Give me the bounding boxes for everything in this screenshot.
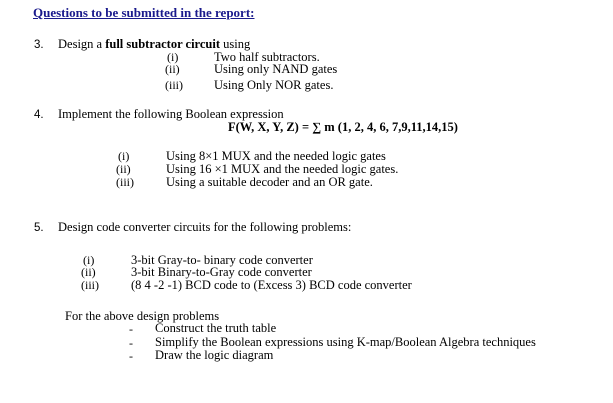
q3-item-2-text: Using only NAND gates: [214, 62, 338, 76]
q3-item-1-roman: (i): [167, 50, 179, 64]
q4-item-2-text: Using 16 ×1 MUX and the needed logic gates.: [166, 162, 399, 176]
q4-item-3-roman: (iii): [116, 175, 134, 189]
q5-steps-intro: For the above design problems: [65, 309, 220, 323]
q5-step-3-text: Draw the logic diagram: [155, 348, 274, 362]
q3-item-3-text: Using Only NOR gates.: [214, 78, 334, 92]
q5-item-3-text: (8 4 -2 -1) BCD code to (Excess 3) BCD code converter: [131, 278, 412, 292]
q5-number: 5.: [34, 222, 44, 234]
q4-item-1-text: Using 8×1 MUX and the needed logic gates: [166, 149, 386, 163]
q4-item-3-text: Using a suitable decoder and an OR gate.: [166, 175, 373, 189]
q5-item-1-text: 3-bit Gray-to- binary code converter: [131, 253, 313, 267]
q3-text-bold: full subtractor circuit: [105, 37, 221, 51]
q5-item-2-text: 3-bit Binary-to-Gray code converter: [131, 265, 312, 279]
q5-item-2-roman: (ii): [81, 265, 96, 279]
q4-number: 4.: [34, 109, 44, 121]
q3-item-3-roman: (iii): [165, 78, 183, 92]
q5-step-1-bullet: -: [129, 322, 133, 336]
q5-item-1-roman: (i): [83, 253, 95, 267]
q5-step-2-bullet: -: [129, 336, 133, 350]
q3-item-2-roman: (ii): [165, 62, 180, 76]
page-title: Questions to be submitted in the report:: [33, 5, 255, 20]
q4-formula: F(W, X, Y, Z) = ∑ m (1, 2, 4, 6, 7,9,11,14,15): [228, 120, 458, 134]
q5-step-3-bullet: -: [129, 349, 133, 363]
q5-item-3-roman: (iii): [81, 278, 99, 292]
q3-text-suffix: using: [220, 37, 251, 51]
q5-text: Design code converter circuits for the following problems:: [58, 220, 352, 234]
q4-item-1-roman: (i): [118, 149, 130, 163]
q3-item-1-text: Two half subtractors.: [214, 50, 320, 64]
q3-text-prefix: Design a: [58, 37, 106, 51]
q3-number: 3.: [34, 39, 44, 51]
q5-step-2-text: Simplify the Boolean expressions using K-map/Boolean Algebra techniques: [155, 335, 536, 349]
q4-text: Implement the following Boolean expression: [58, 107, 284, 121]
q4-item-2-roman: (ii): [116, 162, 131, 176]
q5-step-1-text: Construct the truth table: [155, 321, 277, 335]
